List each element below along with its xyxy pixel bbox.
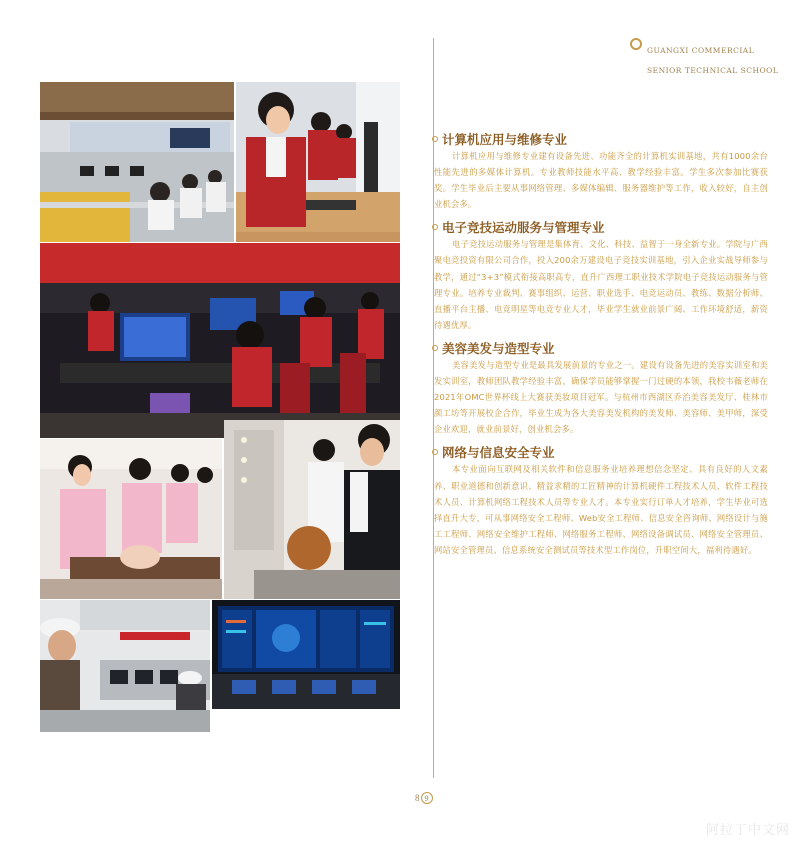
section-heading: [432, 218, 768, 236]
section-beauty-hairdressing: [432, 339, 768, 437]
hair-styling-photo: [224, 420, 400, 599]
logo-ring-icon: [630, 38, 642, 50]
page-number-value: 9: [424, 793, 429, 803]
section-computer-application: [432, 130, 768, 212]
section-heading: [432, 130, 768, 148]
section-heading: [432, 443, 768, 461]
logo-line-2: SENIOR TECHNICAL SCHOOL: [647, 66, 779, 75]
section-network-security: [432, 443, 768, 558]
page-number: [415, 792, 433, 804]
logo-line-1: GUANGXI COMMERCIAL: [647, 46, 755, 55]
section-body: 本专业面向互联网及相关软件和信息服务业培养理想信念坚定、具有良好的人文素养、职业道德和创新意识、精益求精的工匠精神的计算机硬件工程技术人员、软件工程技术人员、计算机网络工程技术人员等专业人才。本专业实行订单人才培养，学生毕业可选择直升大专，可从事网络安全工程师、Web安全工程师、信息安全咨询师、网络设计与施工工程师、网络安全维护工程师、网络服务工程师、网络设备调试员、网络安全管理员、网站安全管理员、信息系统安全测试员等技术型工作岗位，升职空间大，福利待遇好。: [434, 464, 768, 555]
school-logo: [630, 36, 778, 86]
section-body: 电子竞技运动服务与管理是集体育、文化、科技、益智于一身全新专业。学院与广西聚电竞投资有限公司合作，投入200余万建设电子竞技实训基地，引入企业实战导师参与教学，通过“3+3”模式衔接高职高专，直升广西理工职业技术学院电子竞技运动服务与管理专业。培养专业裁判、赛事组织、运营、职业选手、电竞运动员、教练、数据分析师、直播平台主播、电竞明星等电竞专业人才，毕业学生就业前景广阔、工作环境舒适，薪资待遇优厚。: [434, 239, 768, 330]
page-number-prefix: 8: [415, 793, 420, 803]
page-number-ring: [421, 792, 433, 804]
section-title: 美容美发与造型专业: [442, 340, 555, 356]
section-heading: [432, 339, 768, 357]
section-body: 美容美发与造型专业是最具发展前景的专业之一。建设有设备先进的美容实训室和美发实训室，教师团队教学经验丰富，确保学员能够掌握一门过硬的本领，我校韦薇老师在2021年OMC世界杯线上大赛获美妆项目冠军。与杭州市西湖区乔治美容美发厅、桂林市颜工坊等开展校企合作，毕业生成为各大美容美发机构的美发师、美容师、美甲师，深受企业欢迎，就业前景好，创业机会多。: [434, 359, 768, 435]
esports-lab-photo: [40, 243, 400, 438]
section-esports: [432, 218, 768, 333]
watermark: 阿拉丁中文网: [705, 823, 790, 838]
program-sections: [432, 130, 768, 564]
students-typing-photo: [236, 82, 400, 242]
section-title: 计算机应用与维修专业: [442, 132, 568, 147]
beauty-class-photo: [40, 439, 222, 599]
circle-bullet-icon: [432, 449, 438, 455]
section-body: 计算机应用与维修专业建有设备先进、功能齐全的计算机实训基地，共有1000余台性能先进的多媒体计算机。专业教师技能水平高、教学经验丰富。学生多次参加比赛获奖。学生毕业后主要从事网络管理、多媒体编辑、服务器维护等工作，收入较好，自主创业机会多。: [434, 151, 768, 210]
circle-bullet-icon: [432, 136, 438, 142]
network-workshop-photo: [40, 600, 210, 732]
section-title: 电子竞技运动服务与管理专业: [442, 220, 605, 236]
computer-lab-photo: [40, 82, 234, 242]
section-title: 网络与信息安全专业: [442, 445, 555, 461]
circle-bullet-icon: [432, 345, 438, 351]
logo-text: [647, 36, 778, 86]
network-monitoring-photo: [212, 600, 400, 709]
circle-bullet-icon: [432, 224, 438, 230]
